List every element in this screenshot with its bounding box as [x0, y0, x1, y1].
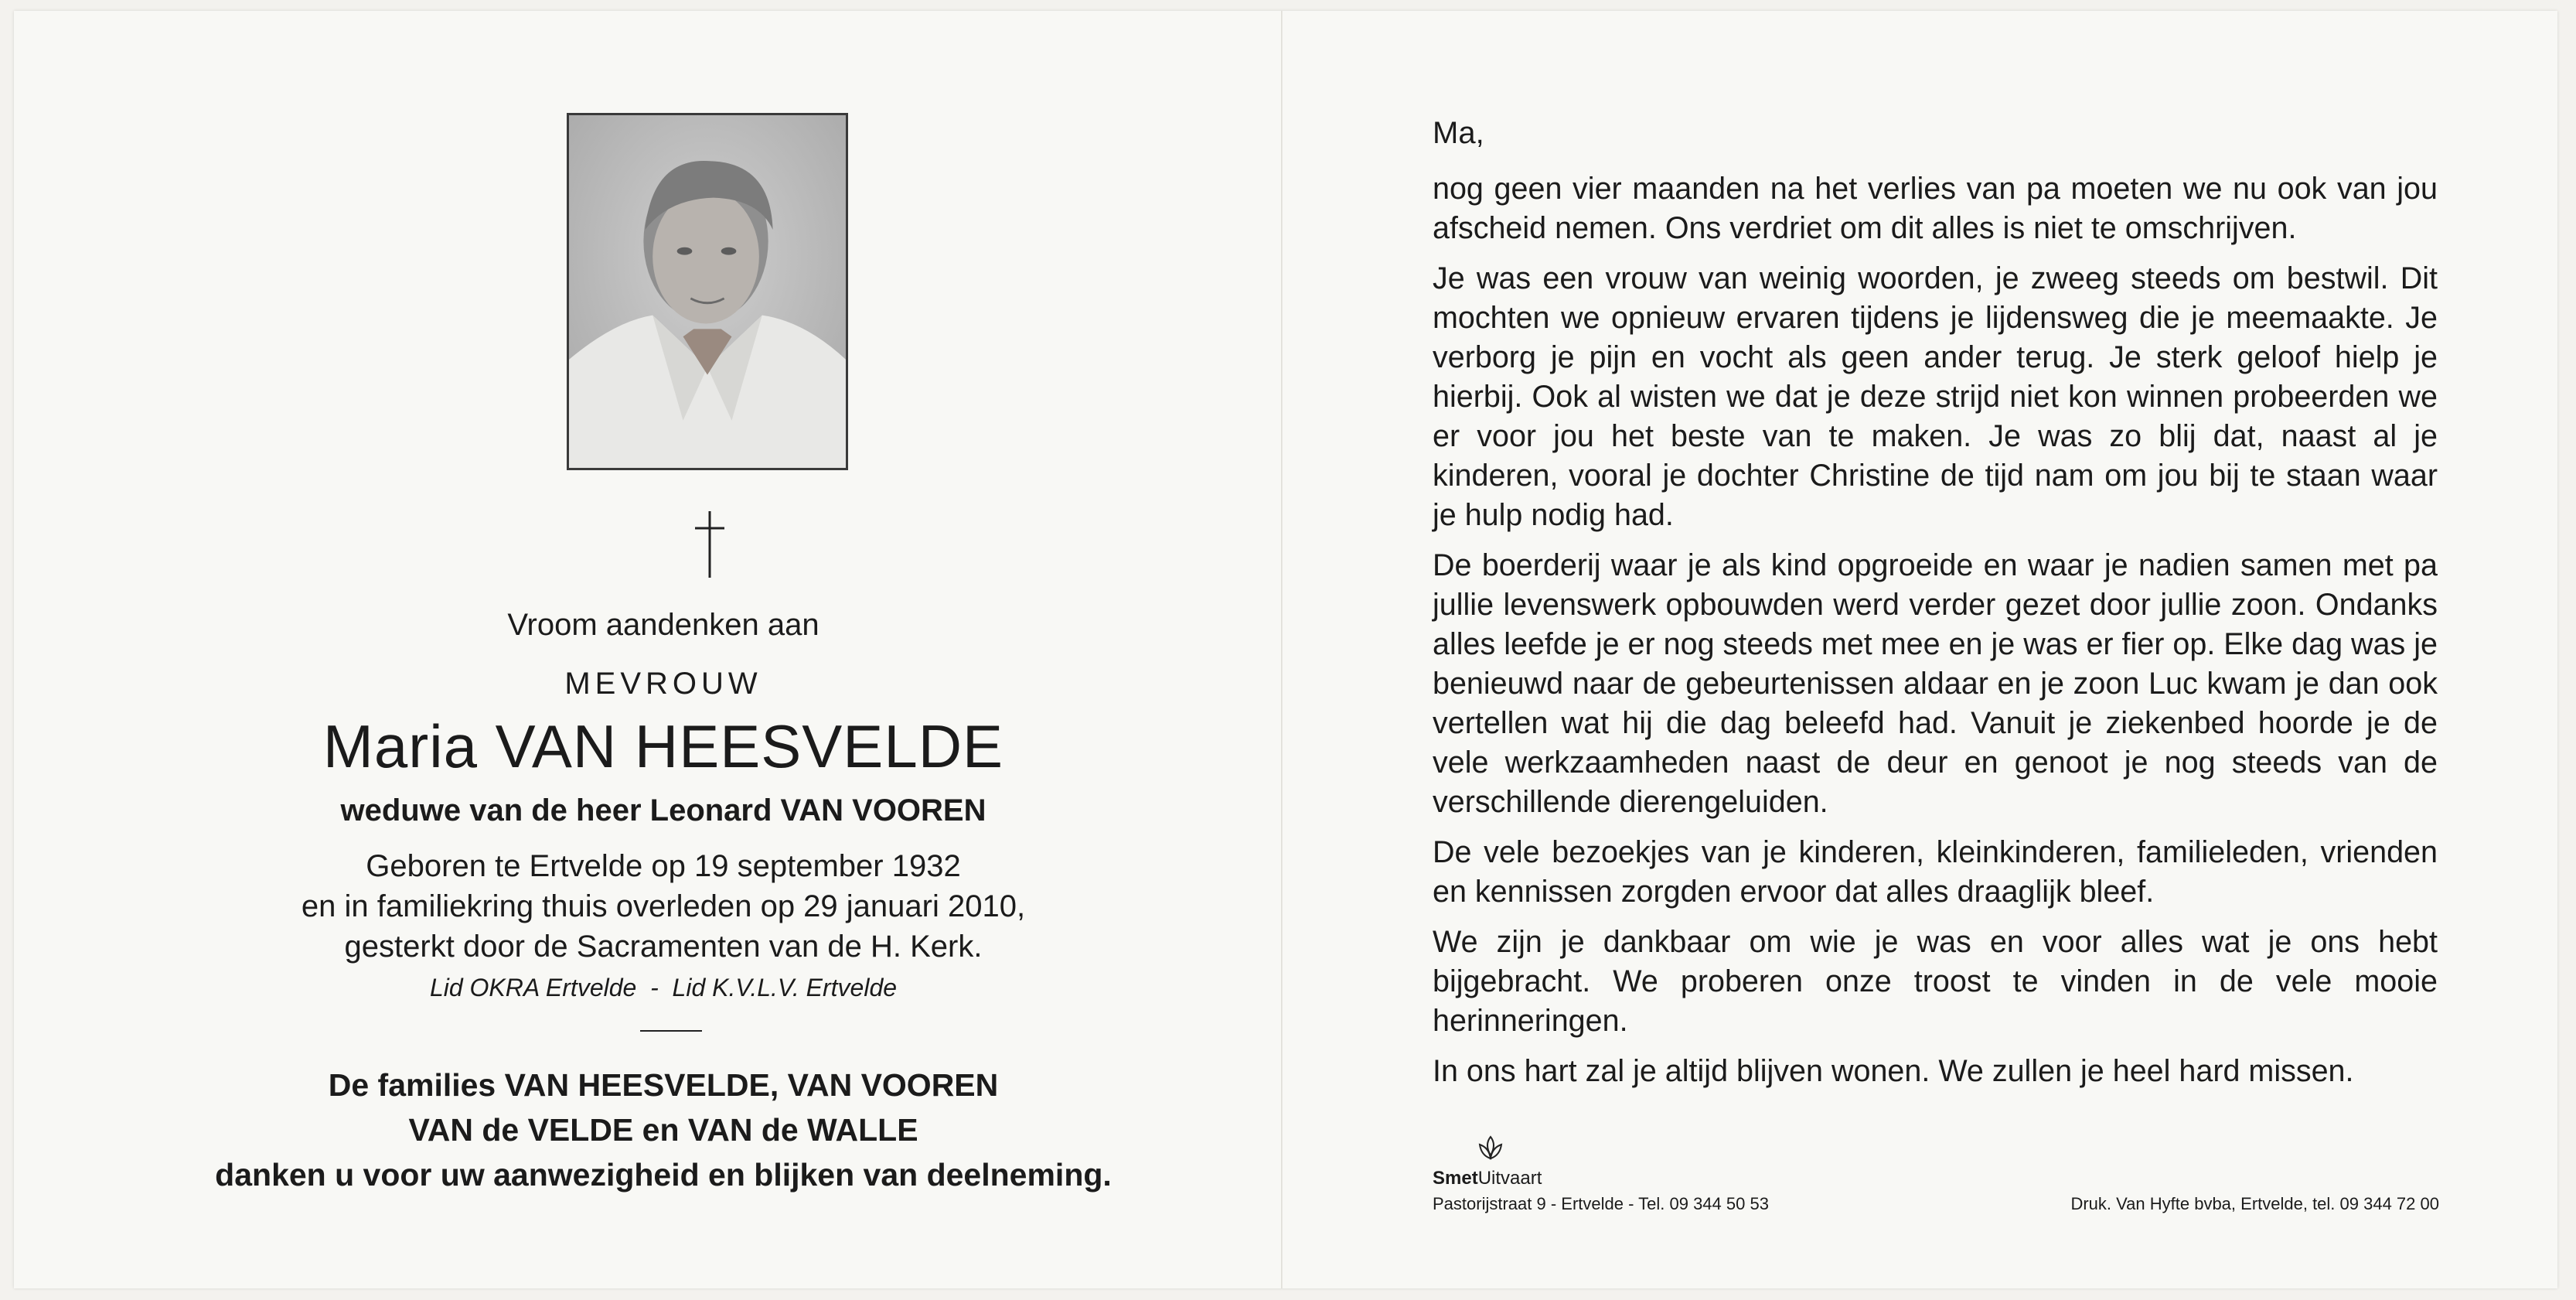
death-line: en in familiekring thuis overleden op 29 januari 2010,	[301, 889, 1026, 923]
greeting: Ma,	[1433, 116, 1484, 150]
letter-paragraph: De vele bezoekjes van je kinderen, kleinkinderen, familieleden, vrienden en kennissen zorgden ervoor dat alles draaglijk bleef.	[1433, 835, 2438, 909]
life-details	[60, 846, 1266, 967]
card-fold	[1281, 11, 1283, 1288]
thanks-line: danken u voor uw aanwezigheid en blijken van deelneming.	[215, 1157, 1112, 1193]
families-block	[60, 1063, 1266, 1197]
printer-credit: Druk. Van Hyfte bvba, Ertvelde, tel. 09 344 72 00	[2070, 1194, 2439, 1213]
salutation: MEVROUW	[564, 667, 762, 701]
logo-bold: Smet	[1433, 1168, 1478, 1189]
widow-of: weduwe van de heer Leonard VAN VOOREN	[340, 793, 986, 827]
intro-text: Vroom aandenken aan	[507, 608, 819, 642]
letter-paragraph: nog geen vier maanden na het verlies van pa moeten we nu ook van jou afscheid nemen. Ons verdriet om dit alles is niet te omschrijven.	[1433, 172, 2438, 245]
families-line-2: VAN de VELDE en VAN de WALLE	[408, 1112, 918, 1148]
divider	[640, 1030, 702, 1032]
sacraments-line: gesterkt door de Sacramenten van de H. Kerk.	[344, 930, 983, 964]
letter-paragraph: De boerderij waar je als kind opgroeide en waar je nadien samen met pa jullie levenswerk opbouwden werd verder gezet door jullie zoon. Ondanks alles leefde je er nog steeds met mee en je was er fier op. Elke dag was je benieuwd naar de gebeurtenissen aldaar en je zoon Luc kwam je dan ook vertellen wat hij die dag beleefd had. Vanuit je ziekenbed hoorde je de vele werkzaamheden naast de deur en genoot je nog steeds van de verschillende dierengeluiden.	[1433, 548, 2438, 819]
flower-logo-icon	[1474, 1132, 1508, 1166]
membership: Lid OKRA Ertvelde - Lid K.V.L.V. Ertvelde	[429, 974, 898, 1001]
portrait-photo	[567, 113, 848, 470]
birth-line: Geboren te Ertvelde op 19 september 1932	[366, 849, 961, 883]
left-panel	[60, 11, 1266, 1288]
deceased-name: Maria VAN HEESVELDE	[322, 712, 1004, 780]
logo-rest: Uitvaart	[1477, 1168, 1542, 1189]
right-panel	[1433, 11, 2438, 1288]
letter-paragraph: We zijn je dankbaar om wie je was en voor alles wat je ons hebt bijgebracht. We proberen onze troost te vinden in de vele mooie herinneringen.	[1433, 925, 2438, 1038]
undertaker-address: Pastorijstraat 9 - Ertvelde - Tel. 09 344 50 53	[1433, 1194, 1769, 1213]
cross-icon	[690, 510, 729, 579]
memorial-card	[14, 11, 2557, 1288]
families-line-1: De families VAN HEESVELDE, VAN VOOREN	[328, 1067, 999, 1103]
letter-paragraph: Je was een vrouw van weinig woorden, je zweeg steeds om bestwil. Dit mochten we opnieuw ervaren tijdens je lijdensweg die je meemaakte. Je verborg je pijn en vocht als geen ander terug. Je sterk geloof hielp je hierbij. Ook al wisten we dat je deze strijd niet kon winnen probeerden we er voor jou het beste van te maken. Je was zo blij dat, naast al je kinderen, vooral je dochter Christine de tijd nam om jou bij te staan waar je hulp nodig had.	[1433, 261, 2438, 532]
letter-paragraph: In ons hart zal je altijd blijven wonen. We zullen je heel hard missen.	[1433, 1054, 2354, 1088]
undertaker-logo	[1433, 1168, 1542, 1189]
letter-text	[1433, 169, 2438, 1102]
